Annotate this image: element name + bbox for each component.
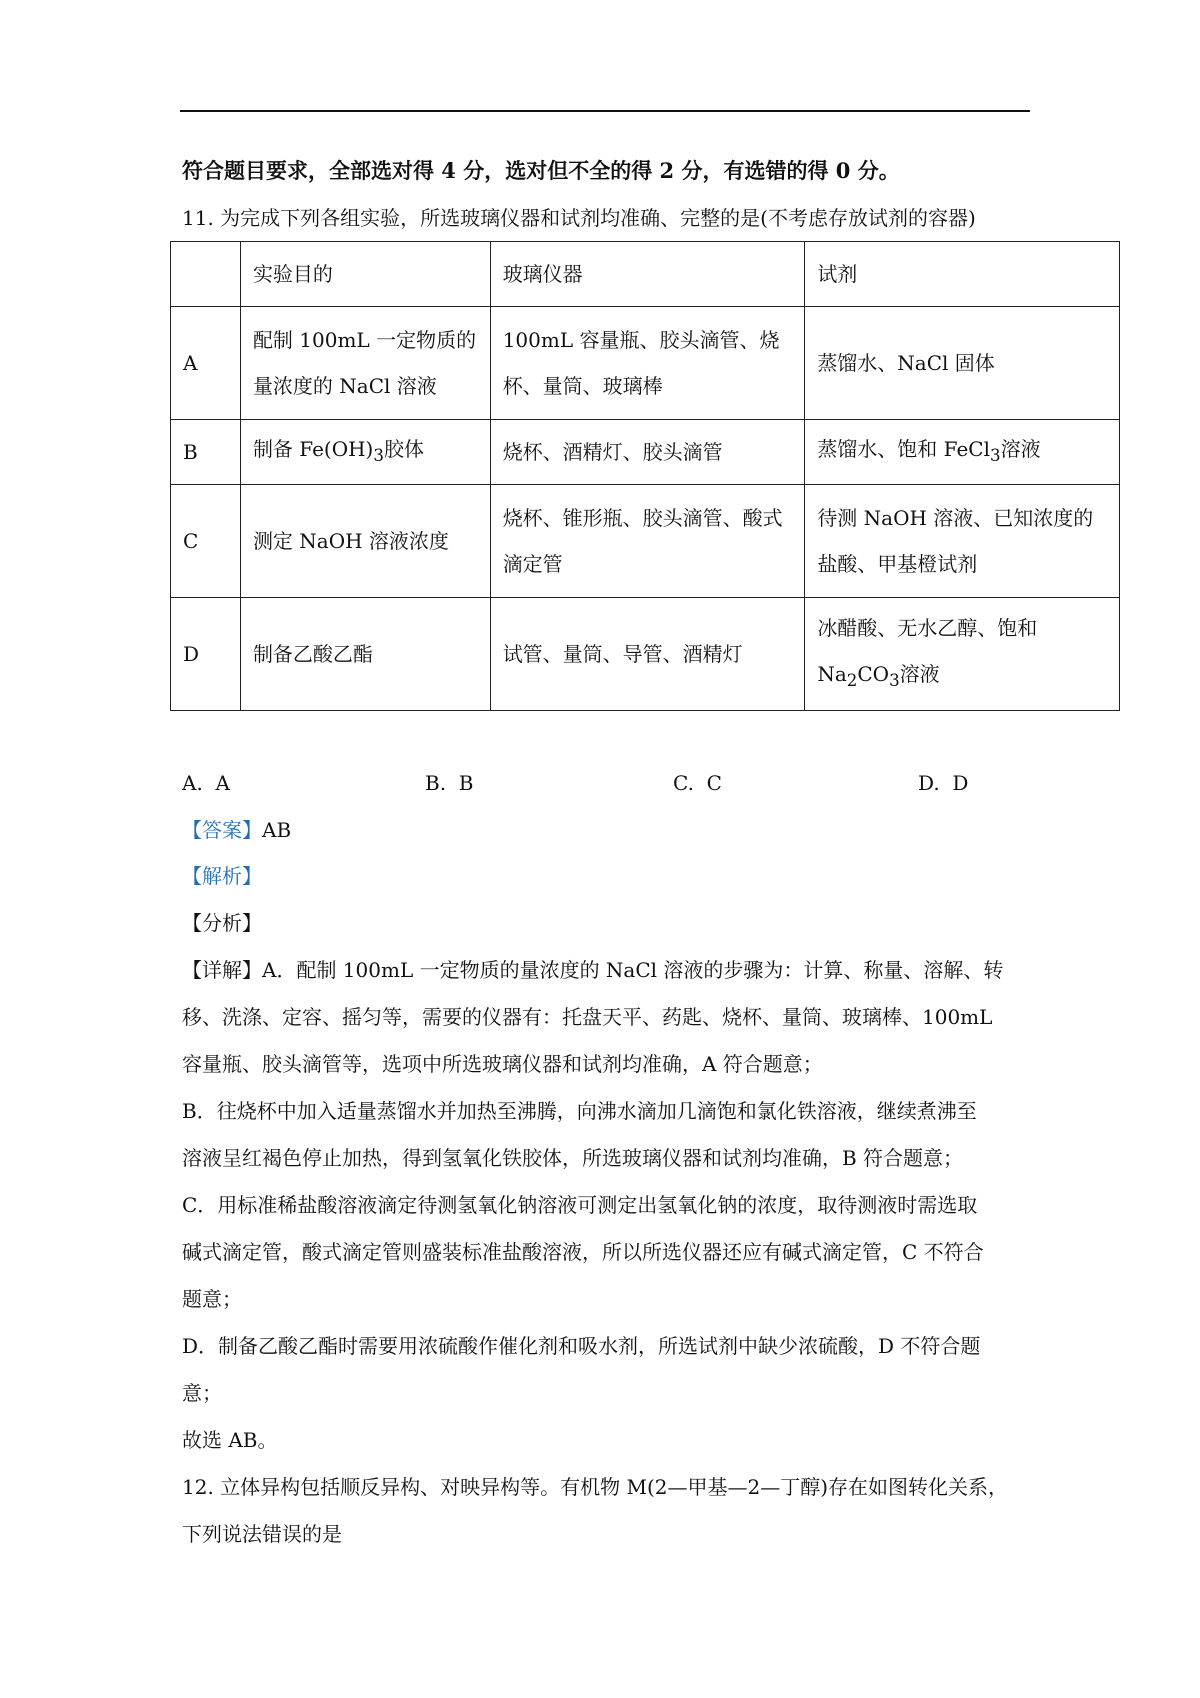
row-glassware: 试管、量筒、导管、酒精灯	[490, 598, 805, 711]
detail-line: C．用标准稀盐酸溶液滴定待测氢氧化钠溶液可测定出氢氧化钠的浓度，取待测液时需选取	[182, 1193, 978, 1217]
subscript: 3	[373, 445, 384, 465]
answer-value: AB	[262, 818, 292, 842]
header-cell-reagents: 试剂	[805, 242, 1120, 307]
row-label: A	[171, 307, 241, 420]
analysis-tag: 【解析】	[182, 864, 262, 888]
header-cell-empty	[171, 242, 241, 307]
detail-line: 碱式滴定管，酸式滴定管则盛装标准盐酸溶液，所以所选仪器还应有碱式滴定管，C 不符合	[182, 1240, 984, 1264]
option-c	[673, 770, 722, 796]
detail-line: 【详解】A．配制 100mL 一定物质的量浓度的 NaCl 溶液的步骤为：计算、称量、溶解、转	[182, 958, 1004, 982]
detail-line: 移、洗涤、定容、摇匀等，需要的仪器有：托盘天平、药匙、烧杯、量筒、玻璃棒、100mL	[182, 1005, 993, 1029]
option-d	[918, 770, 968, 796]
table-row	[171, 485, 1120, 598]
section-instruction: 符合题目要求，全部选对得 4 分，选对但不全的得 2 分，有选错的得 0 分。	[182, 158, 900, 183]
row-reagents	[805, 420, 1120, 485]
detail-line: 故选 AB。	[182, 1428, 278, 1452]
option-letter: C.	[673, 771, 694, 795]
q11-table	[170, 241, 1120, 711]
header-cell-glassware: 玻璃仪器	[490, 242, 805, 307]
option-letter: D.	[918, 771, 940, 795]
table-header-row	[171, 242, 1120, 307]
option-value: A	[215, 771, 230, 795]
row-label: C	[171, 485, 241, 598]
reagents-text: CO	[857, 661, 890, 686]
row-label: B	[171, 420, 241, 485]
subscript: 3	[889, 670, 900, 690]
option-b	[425, 770, 473, 796]
row-purpose: 配制 100mL 一定物质的量浓度的 NaCl 溶液	[240, 307, 490, 420]
row-purpose: 制备乙酸乙酯	[240, 598, 490, 711]
table-row	[171, 598, 1120, 711]
detail-line: 容量瓶、胶头滴管等，选项中所选玻璃仪器和试剂均准确，A 符合题意；	[182, 1052, 823, 1076]
row-glassware: 烧杯、酒精灯、胶头滴管	[490, 420, 805, 485]
reagents-text: 蒸馏水、饱和 FeCl	[817, 436, 990, 461]
q11-stem: 11. 为完成下列各组实验，所选玻璃仪器和试剂均准确、完整的是(不考虑存放试剂的容器)	[182, 206, 976, 230]
header-cell-purpose: 实验目的	[240, 242, 490, 307]
row-reagents: 蒸馏水、NaCl 固体	[805, 307, 1120, 420]
header-rule	[180, 110, 1030, 112]
row-purpose	[240, 420, 490, 485]
row-glassware: 烧杯、锥形瓶、胶头滴管、酸式滴定管	[490, 485, 805, 598]
q12-stem-line: 12. 立体异构包括顺反异构、对映异构等。有机物 M(2—甲基—2—丁醇)存在如图转化关系，	[182, 1475, 1009, 1499]
row-reagents: 待测 NaOH 溶液、已知浓度的盐酸、甲基橙试剂	[805, 485, 1120, 598]
reagents-text: 溶液	[899, 661, 940, 686]
option-value: C	[706, 771, 722, 795]
purpose-text: 胶体	[383, 436, 424, 461]
option-a	[182, 770, 230, 796]
reagents-text: 冰醋酸、无水乙醇、饱和 Na	[817, 615, 1038, 686]
table-row	[171, 307, 1120, 420]
fenxi-tag: 【分析】	[182, 911, 262, 935]
detail-line: 溶液呈红褐色停止加热，得到氢氧化铁胶体，所选玻璃仪器和试剂均准确，B 符合题意；	[182, 1146, 964, 1170]
option-value: D	[952, 771, 969, 795]
reagents-text: 溶液	[1000, 436, 1041, 461]
q12-stem-line: 下列说法错误的是	[182, 1522, 342, 1546]
subscript: 3	[990, 445, 1001, 465]
answer-tag: 【答案】	[182, 818, 262, 842]
purpose-text: 制备 Fe(OH)	[252, 436, 374, 461]
row-label: D	[171, 598, 241, 711]
option-letter: B.	[425, 771, 447, 795]
detail-line: B．往烧杯中加入适量蒸馏水并加热至沸腾，向沸水滴加几滴饱和氯化铁溶液，继续煮沸至	[182, 1099, 977, 1123]
row-purpose: 测定 NaOH 溶液浓度	[240, 485, 490, 598]
table-row	[171, 420, 1120, 485]
row-glassware: 100mL 容量瓶、胶头滴管、烧杯、量筒、玻璃棒	[490, 307, 805, 420]
row-reagents	[805, 598, 1120, 711]
subscript: 2	[846, 670, 858, 690]
detail-line: 题意；	[182, 1287, 242, 1311]
answer-line	[182, 817, 291, 843]
option-value: B	[458, 771, 474, 795]
option-letter: A.	[182, 771, 203, 795]
detail-line: D．制备乙酸乙酯时需要用浓硫酸作催化剂和吸水剂，所选试剂中缺少浓硫酸，D 不符合题	[182, 1334, 981, 1358]
detail-line: 意；	[182, 1381, 222, 1405]
